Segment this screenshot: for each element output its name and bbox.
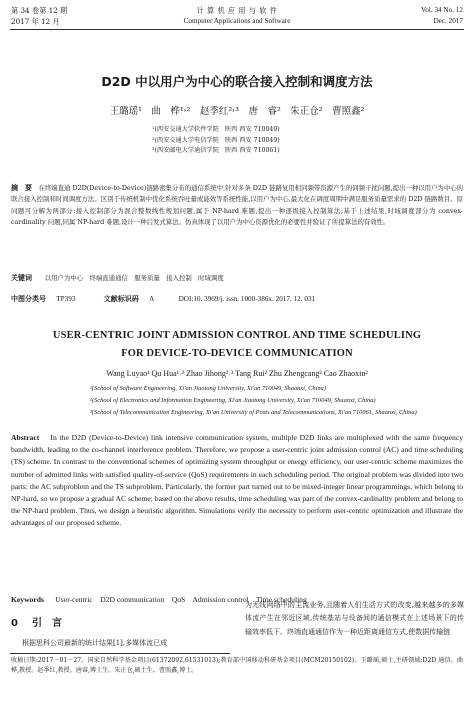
affiliation-zh-2: ²(西安交通大学电信学院 陕西 西安 710049) [152, 136, 280, 144]
intro-left-column: 根据思科公司最新的统计结果[1],多媒体流已成 [22, 639, 168, 647]
section-number: 0 [11, 618, 18, 629]
affiliations-zh [152, 125, 280, 157]
keywords-en-label: Keywords [11, 595, 44, 604]
header-volume-en: Vol. 34 No. 12 [421, 6, 463, 14]
footnote-rule [10, 653, 230, 654]
header-date-en: Dec. 2017 [433, 17, 463, 25]
clc-value: TP393 [56, 295, 76, 303]
journal-name-zh: 计 算 机 应 用 与 软 件 [196, 6, 278, 15]
affiliation-en-3: ³(School of Telecommunication Engineering, Xi'an University of Posts and Telecommunications, Xi'an 710061, Shaanxi, China) [90, 409, 417, 416]
affiliations-en [90, 383, 417, 419]
intro-right-column: 为无线网络中的主流业务,且随着人们生活方式的改变,越来越多的多媒体流产生在邻近区域,传统基站与设备间的通信模式在上述场景下的传输效率低下。终端直通通信作为一种近距离通信方式,使数据传输链 [245, 601, 464, 636]
abstract-zh-label: 摘 要 [11, 184, 33, 192]
section-heading [11, 614, 62, 629]
paper-title-zh: D2D 中以用户为中心的联合接入控制和调度方法 [101, 74, 373, 89]
paper-title-en-line2: FOR DEVICE-TO-DEVICE COMMUNICATION [121, 348, 353, 359]
doc-code-label: 文献标识码 [103, 295, 139, 303]
affiliation-en-2: ²(School of Electronics and Information Engineering, Xi'an Jiaotong University, Xi'an 710049, Shaanxi, China) [90, 397, 376, 404]
footnote: 收稿日期:2017－01－27。国家自然科学基金项目(61372092,61531013);教育部中国移动科研基金项目(MCM20150102)。王璐瑶,硕士,主研领域:D2D 通信。曲桦,教授。赵季红,教授。唐睿,博士生。朱正仓,硕士生。曹照鑫,博士。 [11, 657, 463, 674]
abstract-en-text: In the D2D (Device-to-Device) link intensive communication system, multiple D2D links are multiplexed with the same frequency bandwidth, leading to the co-channel interference problem. Therefore, we propose a user-centric joint admission control (AC) and time scheduling (TS) scheme. In contrast to the conventional schemes of optimizing system throughput or energy efficiency, our user-centric scheme maximizes the number of admitted links with satisfied quality-of-service (QoS) requirements in each scheduling period. The original problem was divided into two parts: the AC subproblem and the TS subproblem. Particularly, the former part turned out to be mixed-integer linear programmings, which belong to NP-hard, so we propose a gradual AC scheme; based on the above results, time scheduling was part of the convex-cardinality problem and belong to the NP-hard problem. Thus, we design a heuristic algorithm. Simulations verify the necessity to perform user-centric optimization and illustrate the advantages of our proposed scheme. [11, 433, 463, 528]
paper-title-en-line1: USER-CENTRIC JOINT ADMISSION CONTROL AND TIME SCHEDULING [52, 330, 422, 341]
clc-label: 中图分类号 [11, 295, 46, 303]
doi: DOI:10. 3969/j. issn. 1000-386x. 2017. 12. 031 [178, 295, 316, 303]
affiliation-zh-1: ¹(西安交通大学软件学院 陕西 西安 710049) [152, 126, 280, 133]
abstract-zh [11, 183, 463, 228]
keywords-zh-text: 以用户为中心 终端直通通信 服务质量 接入控制 时域调度 [44, 274, 224, 282]
keywords-zh [11, 273, 463, 284]
classification-row [11, 294, 463, 304]
affiliation-zh-3: ³(西安邮电大学通信学院 陕西 西安 710061) [152, 147, 280, 154]
keywords-en-text: User-centric D2D communication QoS Admission control Time scheduling [55, 595, 307, 604]
header-rule [10, 29, 464, 30]
authors-zh: 王璐瑶¹ 曲 桦¹˒² 赵季红²˒³ 唐 睿² 朱正仓² 曹照鑫² [109, 106, 365, 117]
authors-en: Wang Luyao¹ Qu Hua¹˒² Zhao Jihong²˒³ Tang Rui² Zhu Zhengcang² Cao Zhaoxin² [106, 369, 368, 378]
section-title: 引 言 [31, 618, 62, 629]
abstract-zh-text: 在终端直通 D2D(Device-to-Device)链路密集分布的通信系统中,针对多条 D2D 链路复用相同频带资源产生的同频干扰问题,提出一种以用户为中心的联合接入控制和时间调度方法。区别于传统机制中优化系统吞吐量或能效等系统性能,以用户为中心,最大化在调度周期中满足服务质量需求的 D2D 链路数目。原问题可分解为两部分:接入控制部分为混合整数线性规划问题,属于 NP-hard 难题,提出一种逐级接入控制算法;基于上述结果,时域调度部分为 convex-cardinality 问题,同属 NP-hard 难题,设计一种启发式算法。仿真体现了以用户为中心资源优化的必要性并验证了所提算法的有效性。 [11, 184, 464, 226]
abstract-en-label: Abstract [11, 433, 40, 442]
doc-code-value: A [149, 295, 155, 303]
journal-name-en: Computer Applications and Software [183, 17, 291, 25]
header-date-zh: 2017 年 12 月 [11, 17, 60, 26]
keywords-zh-label: 关键词 [11, 274, 32, 282]
abstract-en [11, 432, 463, 530]
affiliation-en-1: ¹(School of Software Engineering, Xi'an Jiaotong University, Xi'an 710049, Shaanxi, China) [90, 385, 326, 392]
header-volume: 第 34 卷第 12 期 [11, 6, 68, 15]
